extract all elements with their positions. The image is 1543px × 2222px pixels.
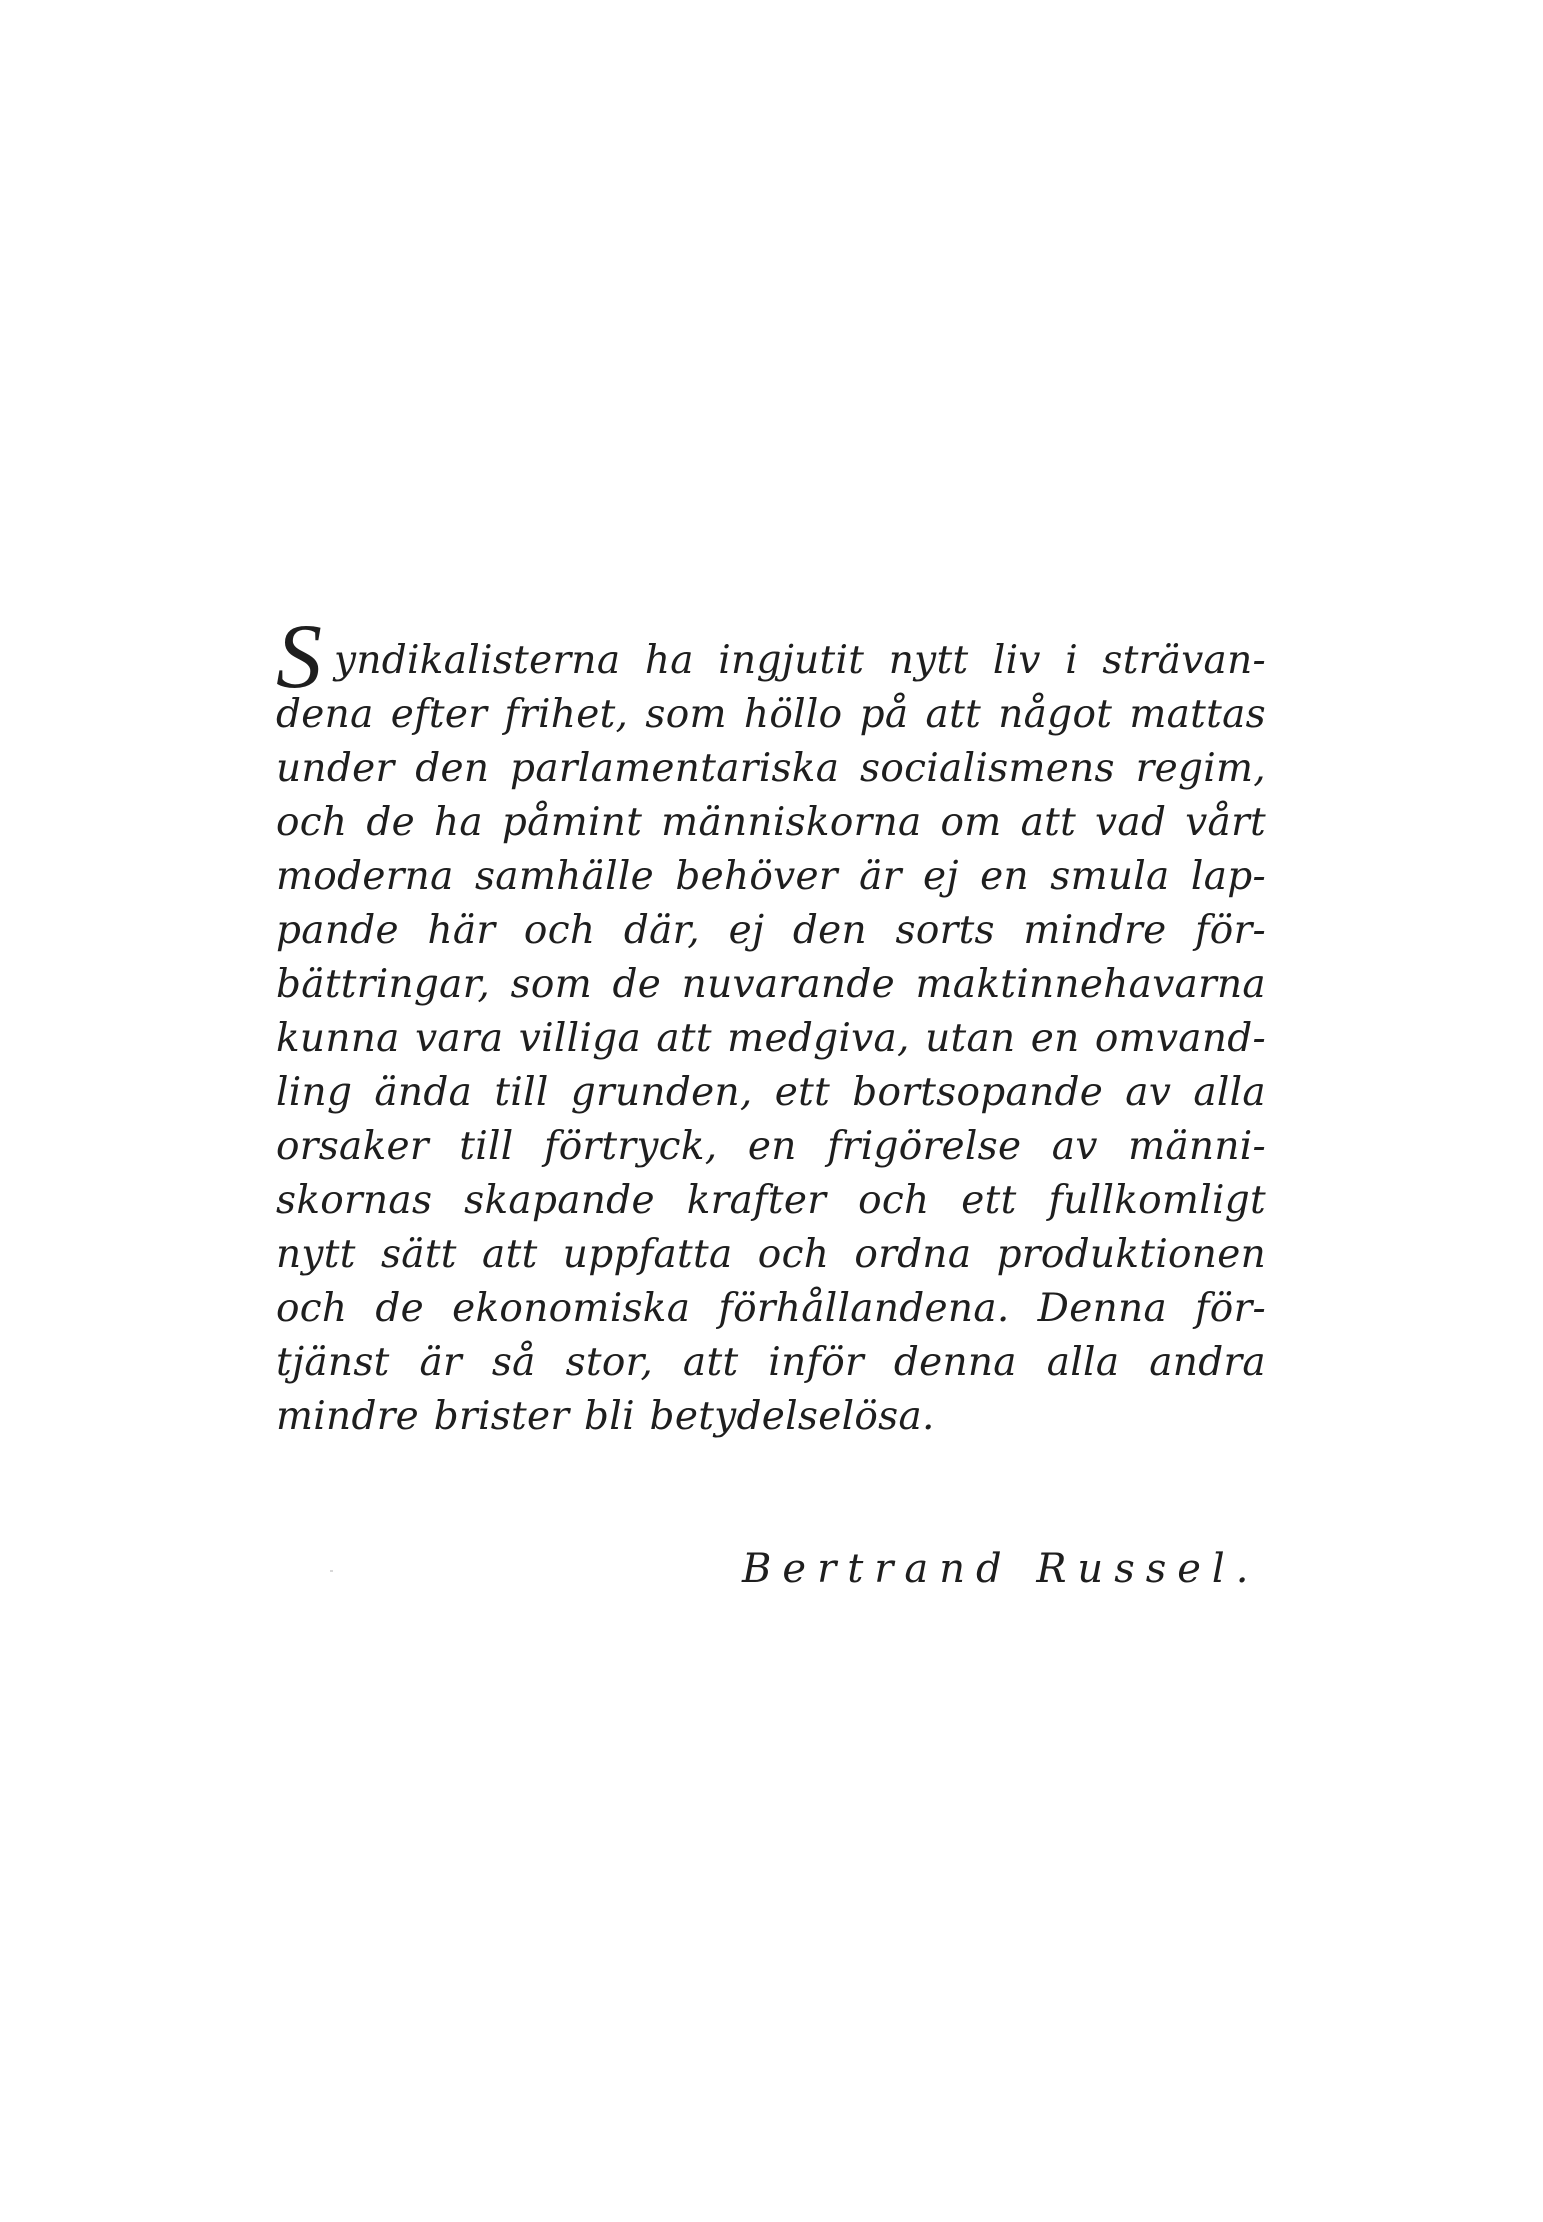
quote-line-1	[276, 605, 1266, 707]
quote-line: tjänst är så stor, att inför denna alla andra	[276, 1340, 1266, 1385]
quote-line-1-text: yndikalisterna ha ingjutit nytt liv i strävan-	[334, 638, 1266, 683]
quote-line: skornas skapande krafter och ett fullkomligt	[276, 1178, 1266, 1223]
quote-line: och de ekonomiska förhållandena. Denna för-	[276, 1286, 1266, 1331]
quote-line: och de ha påmint människorna om att vad vårt	[276, 800, 1266, 845]
quote-line: dena efter frihet, som höllo på att något mattas	[276, 692, 1266, 737]
drop-cap-initial: S	[276, 605, 323, 707]
quote-line: under den parlamentariska socialismens regim,	[276, 746, 1266, 791]
quote-line: bättringar, som de nuvarande maktinnehavarna	[276, 962, 1266, 1007]
scan-speck	[330, 1570, 333, 1572]
quote-line: nytt sätt att uppfatta och ordna produktionen	[276, 1232, 1266, 1277]
attribution-signature: Bertrand Russel.	[742, 1546, 1260, 1592]
quote-line: orsaker till förtryck, en frigörelse av männi-	[276, 1124, 1266, 1169]
quote-line: ling ända till grunden, ett bortsopande av alla	[276, 1070, 1266, 1115]
quote-line: moderna samhälle behöver är ej en smula lap-	[276, 854, 1266, 899]
quote-line: kunna vara villiga att medgiva, utan en omvand-	[276, 1016, 1266, 1061]
quote-line: pande här och där, ej den sorts mindre för-	[276, 908, 1266, 953]
quote-block	[276, 605, 1266, 1444]
quote-line-last: mindre brister bli betydelselösa.	[276, 1394, 935, 1439]
